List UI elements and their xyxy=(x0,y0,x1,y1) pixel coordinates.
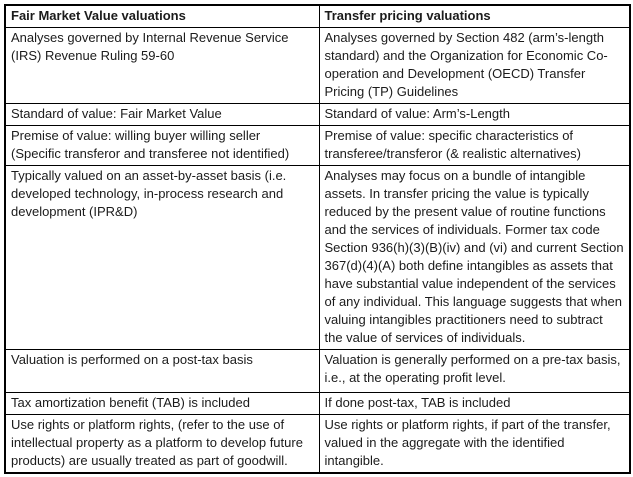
cell-fmv-governing-rules: Analyses governed by Internal Revenue Service (IRS) Revenue Ruling 59-60 xyxy=(5,28,319,104)
cell-tp-tax-basis: Valuation is generally performed on a pre-tax basis, i.e., at the operating profit level. xyxy=(319,350,630,393)
row-tab xyxy=(5,393,630,415)
cell-tp-standard-of-value: Standard of value: Arm’s-Length xyxy=(319,104,630,126)
row-premise-of-value xyxy=(5,126,630,166)
cell-tp-governing-rules: Analyses governed by Section 482 (arm’s-length standard) and the Organization for Economic Co-operation and Development (OECD) Transfer Pricing (TP) Guidelines xyxy=(319,28,630,104)
row-use-rights xyxy=(5,415,630,474)
cell-fmv-valuation-basis: Typically valued on an asset-by-asset basis (i.e. developed technology, in-process research and development (IPR&D) xyxy=(5,166,319,350)
cell-fmv-tax-basis: Valuation is performed on a post-tax basis xyxy=(5,350,319,393)
header-fair-market-value: Fair Market Value valuations xyxy=(5,5,319,28)
cell-fmv-tab: Tax amortization benefit (TAB) is included xyxy=(5,393,319,415)
cell-tp-premise-of-value: Premise of value: specific characteristics of transferee/transferor (& realistic alternatives) xyxy=(319,126,630,166)
cell-fmv-premise-of-value: Premise of value: willing buyer willing seller (Specific transferor and transferee not identified) xyxy=(5,126,319,166)
row-valuation-basis xyxy=(5,166,630,350)
row-standard-of-value xyxy=(5,104,630,126)
cell-tp-tab: If done post-tax, TAB is included xyxy=(319,393,630,415)
valuation-comparison-table xyxy=(4,4,631,474)
cell-tp-valuation-basis: Analyses may focus on a bundle of intangible assets. In transfer pricing the value is typically reduced by the present value of routine functions and the services of individuals. Former tax code Section 936(h)(3)(B)(iv) and (vi) and current Section 367(d)(4)(A) both define intangibles as assets that have substantial value independent of the services of any individual. This language suggests that when valuing intangibles practitioners need to subtract the value of services of individuals. xyxy=(319,166,630,350)
header-row xyxy=(5,5,630,28)
row-governing-rules xyxy=(5,28,630,104)
cell-tp-use-rights: Use rights or platform rights, if part of the transfer, valued in the aggregate with the identified intangible. xyxy=(319,415,630,474)
cell-fmv-use-rights: Use rights or platform rights, (refer to the use of intellectual property as a platform to develop future products) are usually treated as part of goodwill. xyxy=(5,415,319,474)
row-tax-basis xyxy=(5,350,630,393)
cell-fmv-standard-of-value: Standard of value: Fair Market Value xyxy=(5,104,319,126)
header-transfer-pricing: Transfer pricing valuations xyxy=(319,5,630,28)
